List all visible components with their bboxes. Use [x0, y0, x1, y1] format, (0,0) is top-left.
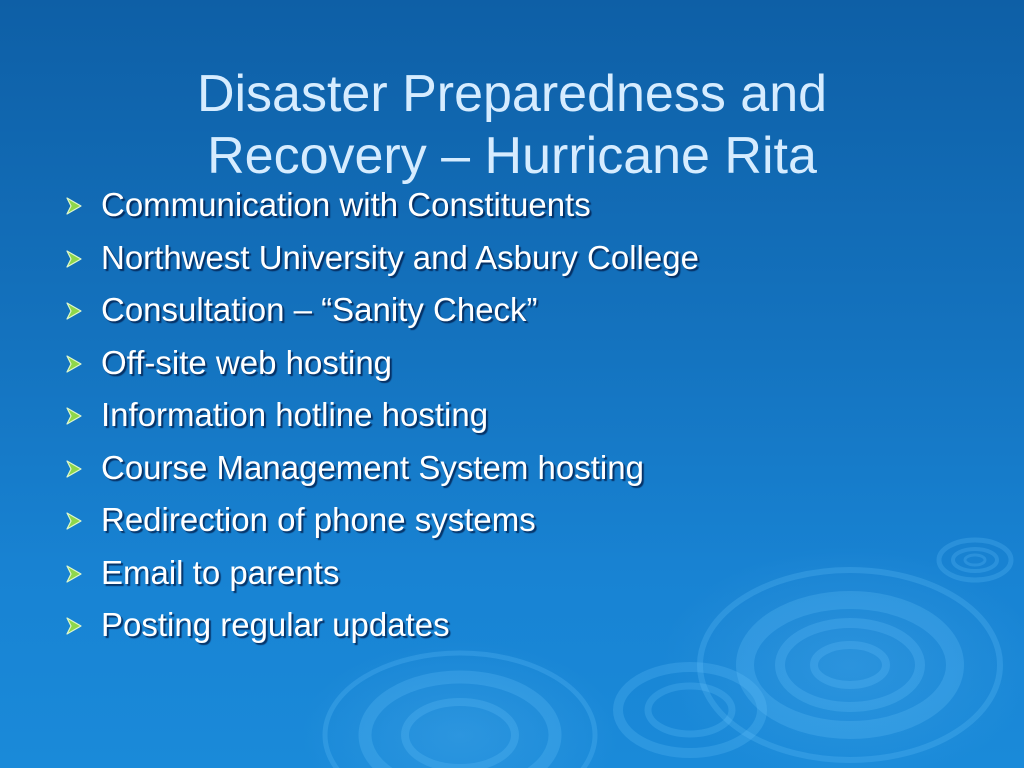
bullet-text: Consultation – “Sanity Check” — [101, 291, 538, 328]
bullet-text: Information hotline hosting — [101, 396, 489, 433]
bullet-text: Northwest University and Asbury College — [101, 238, 699, 276]
slide-title-line: Disaster Preparedness and — [196, 64, 828, 123]
arrowhead-bullet-icon — [64, 459, 84, 479]
bullet-text: Email to parents — [101, 553, 340, 591]
bullet-text: Posting regular updates — [101, 606, 450, 643]
arrowhead-bullet-icon — [64, 301, 84, 321]
arrowhead-bullet-icon — [64, 406, 84, 426]
arrowhead-bullet-icon — [64, 616, 84, 636]
arrowhead-bullet-icon — [64, 564, 84, 584]
slide-title — [0, 63, 1024, 187]
slide-title-line: Recovery – Hurricane Rita — [207, 126, 817, 185]
arrowhead-bullet-icon — [64, 196, 84, 216]
arrowhead-bullet-icon — [64, 354, 84, 374]
bullet-text: Course Management System hosting — [101, 448, 644, 486]
arrowhead-bullet-icon — [64, 249, 84, 269]
bullet-text: Redirection of phone systems — [101, 501, 536, 538]
bullet-text: Communication with Constituents — [101, 186, 591, 223]
bullet-text: Off-site web hosting — [101, 343, 393, 381]
arrowhead-bullet-icon — [64, 511, 84, 531]
